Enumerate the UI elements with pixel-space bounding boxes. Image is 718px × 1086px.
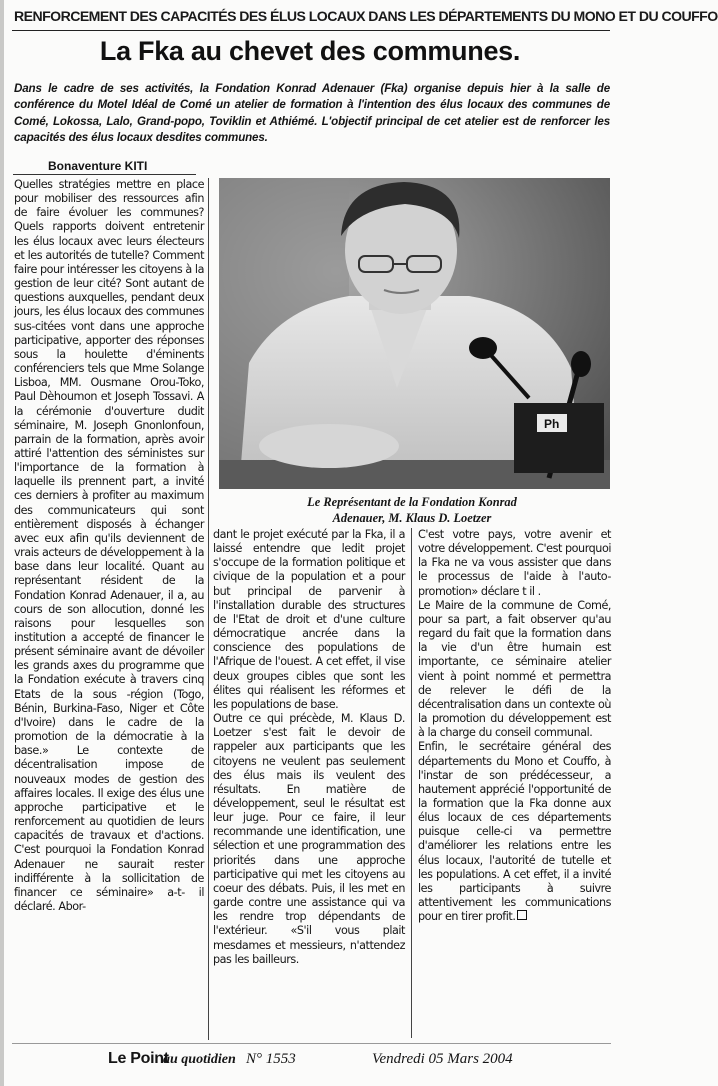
top-divider [12,30,610,31]
footer [0,1050,620,1080]
photo-caption [213,494,611,526]
paragraph: Le Maire de la commune de Comé, pour sa part, a fait observer qu'au regard du fait que la formation dans la vie d'un être humain est importante, ce séminaire atelier vient à point nommé et permettra de relever le défi de la décentralisation dans un contexte où la promotion du développement est à la charge du conseil communal. [418,598,611,740]
lede-paragraph: Dans le cadre de ses activités, la Fondation Konrad Adenauer (Fka) organise depuis hier à la salle de conférence du Motel Idéal de Comé un atelier de formation à l'intention des élus locaux des communes de Comé, Lokossa, Lalo, Grand-popo, Toviklin et Athiémé. L'objectif principal de cet atelier est de renforcer les capacités des élus locaux desdites communes. [14,82,610,144]
paragraph: Outre ce qui précède, M. Klaus D. Loetzer s'est fait le devoir de rappeler aux participants que les citoyens ne veulent pas seulement des élus mais ils veulent des résultats. En matière de développement, seul le résultat est leur juge. Pour ce faire, il leur recommande une identification, une sélection et une programmation des priorités dans une approche participative qui met les citoyens au coeur des débats. Puis, il les met en garde contre une assistance qui va les rendre trop dépendants de l'extérieur. «S'il vous plait mesdames et messieurs, n'attendez pas les bailleurs. [213,712,405,966]
mic-label: Ph [544,417,560,431]
paragraph [418,740,611,924]
headline: La Fka au chevet des communes. [99,36,521,66]
newspaper-name: Le Point [108,1050,169,1067]
newspaper-subtitle: au quotidien [163,1052,236,1067]
issue-number: N° 1553 [246,1051,296,1067]
article-column-2 [213,528,405,1038]
byline-divider [13,174,196,175]
article-photo [219,178,610,489]
paragraph: C'est votre pays, votre avenir et votre développement. C'est pourquoi la Fka ne va vous assister que dans le processus de l'aide à l'auto-promotion» déclare t il . [418,528,611,598]
article-column-3 [418,528,611,1038]
article-column-1 [14,178,204,1046]
bottom-divider [12,1043,611,1044]
speaker-photo-illustration [219,178,610,489]
section-rubric: RENFORCEMENT DES CAPACITÉS DES ÉLUS LOCAUX DANS LES DÉPARTEMENTS DU MONO ET DU COUFFO [14,8,718,24]
column-divider [411,528,412,1038]
end-mark-icon [517,910,527,920]
byline: Bonaventure KITI [48,159,148,173]
paragraph-text: Enfin, le secrétaire général des départements du Mono et Couffo, à l'instar de son prédécesseur, a hautement apprécié l'opportunité de la formation que la Fka donne aux élus locaux de ces départements puisque celle-ci va permettre d'améliorer les relations entre les élus locaux, l'autorité de tutelle et les populations. A cet effet, il a invité les participants à suivre attentivement les communications pour en tirer profit. [418,740,611,924]
caption-line: Adenauer, M. Klaus D. Loetzer [332,511,492,525]
caption-line: Le Représentant de la Fondation Konrad [307,495,517,509]
paragraph: dant le projet exécuté par la Fka, il a laissé entendre que ledit projet s'occupe de la formation politique et civique de la population et a pour but principal de parvenir à l'installation durable des structures de l'Etat de droit et d'une culture démocratique ancrée dans la conscience des populations de l'Afrique de l'ouest. A cet effet, il vise deux groupes cibles que sont les élites qui réalisent les réformes et les populations de base. [213,528,405,711]
issue-date: Vendredi 05 Mars 2004 [372,1051,513,1067]
paragraph: Quelles stratégies mettre en place pour mobiliser des ressources afin de faire évoluer les communes? Quels rapports doivent entretenir les élus locaux avec leurs électeurs et les autorités de tutelle? Comment faire pour intéresser les citoyens à la gestion de leur cité? Sont autant de questions auxquelles, pendant deux jours, les élus locaux des communes sus-citées vont dans une approche participative, apporter des réponses sous la houlette d'éminents conférenciers tels que Mme Solange Lisboa, MM. Ousmane Orou-Toko, Paul Dèhoumon et Joseph Tossavi. A la cérémonie d'ouverture dudit séminaire, M. Joseph Gnonlonfoun, parrain de la formation, après avoir attiré l'attention des séministes sur l'importance de la formation à laquelle ils prennent part, a invité ces derniers à profiter au maximum des communicateurs qui sont entièrement disposés à échanger avec eux afin qu'ils deviennent de vrais acteurs de développement à la base dans leur localité. Quant au représentant résident de la Fondation Konrad Adenauer, il a, au cours de son allocution, donné les raisons pour lesquelles son institution a accepté de financer le présent séminaire avant de dévoiler les grands axes du programme que la Fondation exécute à travers cinq Etats de la sous -région (Togo, Bénin, Burkina-Faso, Niger et Côte d'Ivoire) dans le cadre de la promotion de la démocratie à la base.» Le contexte de décentralisation impose de nouveaux modes de gestion des affaires locales. Il exige des élus une approche participative et le renforcement au quotidien de leurs capacités de travaux et d'actions. C'est pourquoi la Fondation Konrad Adenauer ne saurait rester indifférente à la sollicitation de financer ce séminaire» a-t- il déclaré. Abor- [14,178,204,913]
column-divider [208,178,209,1040]
